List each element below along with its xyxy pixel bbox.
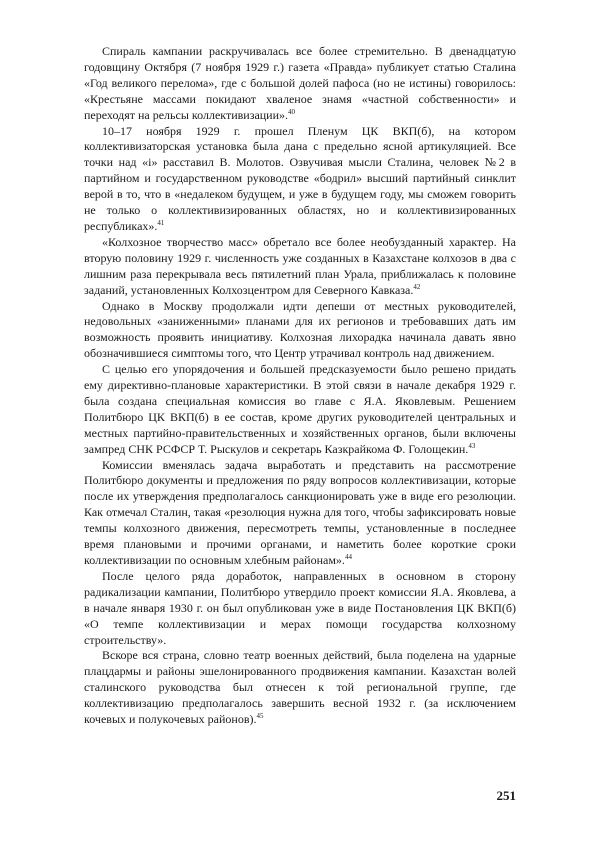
paragraph xyxy=(84,569,516,649)
footnote-marker: 43 xyxy=(468,441,476,450)
paragraph xyxy=(84,124,516,235)
footnote-marker: 41 xyxy=(157,218,165,227)
paragraph-text: Комиссии вменялась задача выработать и представить на рассмотрение Политбюро документы и предложения по ряду вопросов коллективизации, которые после их утверждения предполагалось санкционировать уже в виде его резолюции. Как отмечал Сталин, такая «резолюция нужна для того, чтобы зафиксировать новые темпы колхозного движения, пересмотреть темпы, установленные в последнее время плановыми и прочими органами, и наметить более короткие сроки коллективизации по основным хлебным районам». xyxy=(84,457,516,567)
paragraph xyxy=(84,44,516,124)
footnote-marker: 45 xyxy=(256,712,264,721)
paragraph xyxy=(84,299,516,363)
paragraph-text: Спираль кампании раскручивалась все более стремительно. В двенадцатую годовщину Октября (7 ноября 1929 г.) газета «Правда» публикует статью Сталина «Год великого перелома», где с большой долей пафоса (но не истины) говорилось: «Крестьяне массами покидают хваленое знамя «частной собственности» и переходят на рельсы коллективизации». xyxy=(84,44,516,122)
paragraph xyxy=(84,648,516,728)
paragraph-text: Вскоре вся страна, словно театр военных действий, была поделена на ударные плацдармы и районы эшелонированного продвижения кампании. Казахстан волей сталинского руководства был отнесен к той региональной группе, где коллективизацию предполагалось завершить весной 1932 г. (за исключением кочевых и полукочевых районов). xyxy=(84,648,516,727)
page-number: 251 xyxy=(496,788,516,803)
page-text xyxy=(84,44,516,728)
paragraph xyxy=(84,235,516,299)
paragraph-text: С целью его упорядочения и большей предсказуемости было решено придать ему директивно-плановые характеристики. В этой связи в начале декабря 1929 г. была создана специальная комиссия во главе с Я.А. Яковлевым. Решением Политбюро ЦК ВКП(б) в ее состав, кроме других руководителей центральных и местных партийно-правительственных и хозяйственных органов, были включены зампред СНК РСФСР Т. Рыскулов и секретарь Казкрайкома Ф. Голощекин. xyxy=(84,362,516,456)
footnote-marker: 42 xyxy=(413,282,421,291)
paragraph-text: После целого ряда доработок, направленных в основном в сторону радикализации кампании, Политбюро утвердило проект комиссии Я.А. Яковлева, а в начале января 1930 г. он был опубликован уже в виде Постановления ЦК ВКП(б) «О темпе коллективизации и мерах помощи государства колхозному строительству». xyxy=(84,568,516,647)
footnote-marker: 44 xyxy=(344,553,352,561)
paragraph-text: «Колхозное творчество масс» обретало все более необузданный характер. На вторую половину 1929 г. численность уже созданных в Казахстане колхозов в два с лишним раза перекрывала весь пятилетний план Урала, приближалась к половине заданий, установленных Колхозцентром для Северного Кавказа. xyxy=(84,234,516,297)
paragraph-text: 10–17 ноября 1929 г. прошел Пленум ЦК ВКП(б), на котором коллективизаторская установка была дана с предельно ясной артикуляцией. Все точки над «i» расставил В. Молотов. Озвучивая мысли Сталина, человек №2 в партийном и государственном руководстве «бодрил» высший партийный синклит верой в то, что в «недалеком будущем, и уже в будущем году, мы сможем говорить не только о коллективизированных областях, но и коллективизированных республиках». xyxy=(84,123,516,233)
paragraph xyxy=(84,458,516,569)
paragraph xyxy=(84,362,516,457)
footnote-marker: 40 xyxy=(288,107,296,116)
paragraph-text: Однако в Москву продолжали идти депеши от местных руководителей, недовольных «заниженными» планами для их регионов и требовавших дать им возможность проявить инициативу. Колхозная лихорадка начинала давать явно обозначившиеся симптомы того, что Центр утрачивал контроль над движением. xyxy=(84,298,516,361)
